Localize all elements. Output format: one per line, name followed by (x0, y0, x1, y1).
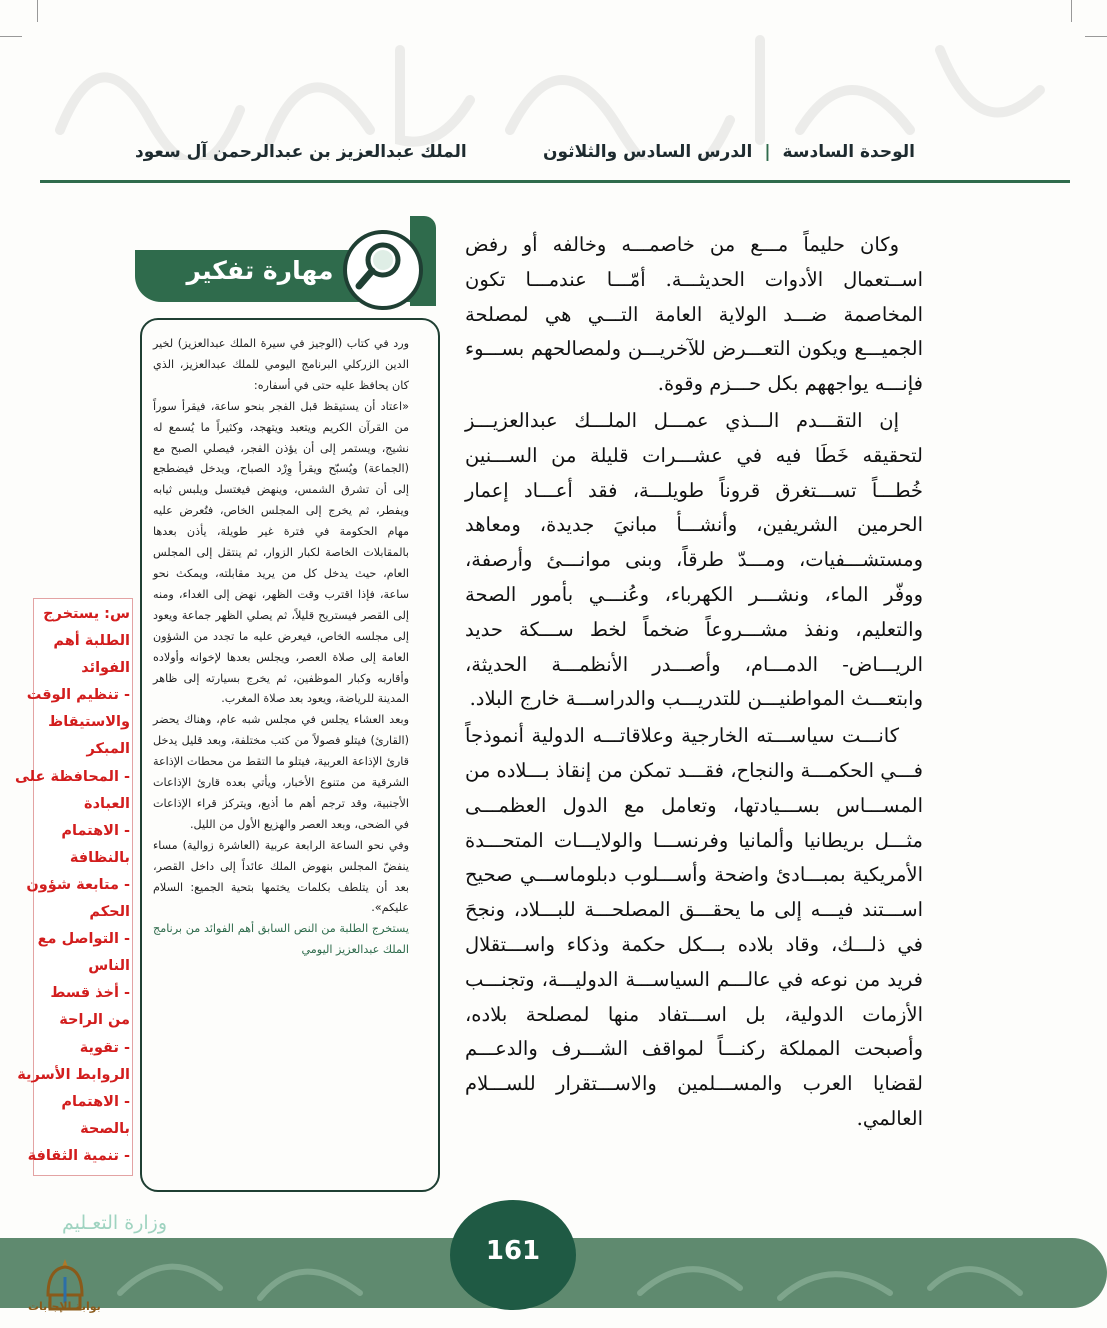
skill-paragraph-1: ورد في كتاب (الوجيز في سيرة الملك عبدالعزيز) لخير الدين الزركلي البرنامج اليومي للملك عبدالعزيز، الذي كان يحافظ عليه حتى في أسفاره: (153, 337, 409, 392)
skill-title: مهارة تفكير (186, 256, 334, 285)
answer-line: والاستيقاظ (48, 714, 130, 731)
answer-line: بالنظافة (69, 849, 130, 866)
main-paragraph-2: إن التقـــدم الـــذي عمـــل الملـــك عبدالعزيـــز لتحقيقه خَطَا فيه في عشـــرات قليلة من الســـنين خُطـــاً تســـتغرق قروناً طويلـــة، فقد أعـــاد إعمار الحرمين الشريفين، وأنشـــأ مبانيَ جديدة، ومعاهد ومستشـــفيات، ومـــدّ طرقاً، وبنى موانـــئ وأرصفة، ووفّر الماء، ونشـــر الكهرباء، وعُنـــي بأمور الصحة والتعليم، ونفذ مشـــروعاً ضخماً لخط ســـكة حديد الريـــاض- الدمـــام، وأصـــدر الأنظمـــة الحديثة، وابتعـــث المواطنيـــن للتدريـــب والدراســـة خارج البلاد. (465, 408, 923, 711)
answer-line: س: يستخرج (43, 606, 130, 622)
magnifier-icon (343, 230, 423, 310)
unit-title: الوحدة السادسة (782, 142, 915, 162)
answer-line: العبادة (84, 795, 130, 812)
answer-line: - الاهتمام (61, 822, 130, 839)
crop-mark (1071, 0, 1072, 22)
ministry-watermark: وزارة التعـليم (62, 1212, 168, 1234)
answer-line: - متابعة شؤون (26, 876, 130, 893)
header-topic: الملك عبدالعزيز بن عبدالرحمن آل سعود (135, 142, 467, 162)
answer-line: - أخذ قسط (50, 985, 130, 1002)
page-number: 161 (485, 1236, 541, 1266)
header-separator: | (764, 142, 771, 162)
skill-paragraph-3: وبعد العشاء يجلس في مجلس شبه عام، وهناك يحضر (القارئ) فيتلو فصولاً من كتب مختلفة، وبعد قليل يدخل قارئ الإذاعة العربية، فيتلو ما التقط من محطات الإذاعة الشرقية من متنوع الأخبار، ويأتي بعده قارئ الإذاعات الأجنبية، وقد ترجم أهم ما أذيع، ويتركز قراء الإذاعات في الضحى، وبعد العصر والهزيع الأول من الليل. (153, 713, 409, 831)
mosque-lamp-icon (30, 1255, 100, 1325)
main-paragraph-3: كانـــت سياســـته الخارجية وعلاقاتـــه الدولية أنموذجاً فـــي الحكمـــة والنجاح، فقـــد تمكن من إنقاذ بـــلاده من المســـاس بســـيادتها، وتعامل مع الدول العظمـــى مثـــل بريطانيا وألمانيا وفرنســـا والولايـــات المتحـــدة الأمريكية بمبـــادئ واضحة وأســـلوب دبلوماســـي صحيح اســـتند فيـــه إلى ما يحقـــق المصلحـــة للبـــلاد، ونجحَ في ذلـــك، وقاد بلاده بـــكل حكمة وذكاء واســـتقلال فريد من نوعه في عالـــم السياســـة الدوليـــة، وتجنـــب الأزمات الدولية، بل اســـتفاد منها لمصلحة بلاده، وأصبحت المملكة ركنـــاً لمواقف الشـــرف والدعـــم لقضايا العرب والمســـلمين والاســـتقرار للســـلام العالمي. (465, 724, 923, 1130)
lesson-title: الدرس السادس والثلاثون (543, 142, 753, 162)
answer-line: الفوائد (81, 660, 130, 677)
calligraphy-background (40, 10, 1070, 160)
answer-line: الناس (88, 958, 130, 975)
answer-line: - التواصل مع (37, 931, 130, 948)
answer-line: من الراحة (59, 1012, 130, 1029)
answer-line: - تنمية الثقافة (27, 1147, 130, 1164)
answer-line: - الاهتمام (61, 1093, 130, 1110)
answer-line: المبكر (86, 741, 130, 758)
crop-mark (1085, 36, 1107, 37)
page-header (40, 140, 1070, 183)
logo-text: بوابة الإجابات (28, 1300, 101, 1313)
answer-line: - تقوية (79, 1039, 130, 1056)
answer-line: الحكم (89, 904, 130, 921)
skill-paragraph-2: «اعتاد أن يستيقظ قبل الفجر بنحو ساعة، فيقرأ سوراً من القرآن الكريم ويتعبد ويتهجد، وكثيراً ما يُسمع له نشيج، ويستمر إلى أن يؤذن الفجر، فيصلي الصبح مع (الجماعة) ويُسبّح ويقرأ وِرْد الصباح، ويدخل فيضطجع إلى أن تشرق الشمس، وينهض فيغتسل ويلبس ثيابه ويفطر، ثم يخرج إلى المجلس الخاص، فتُعرض عليه مهام الحكومة في فترة غير طويلة، يأذن بعدها بالمقابلات الخاصة لكبار الزوار، ثم ينتقل إلى المجلس العام، حيث يدخل كل من يريد مقابلته، ويمكث نحو ساعة، فإذا اقترب وقت الظهر، نهض إلى الغداء، ومنه إلى القصر فيستريح قليلاً، ثم يصلي الظهر جماعة ويعود إلى مجلسه الخاص، فيعرض عليه ما تجدد من الشؤون العامة إلى صلاة العصر، ويجلس بعدها لإخوانه وأولاده وأقاربه وكبار الموظفين، ثم يخرج بسيارته إلى ظاهر المدينة للرياضة، ويعود بعد صلاة المغرب. (153, 399, 409, 706)
answer-box (14, 598, 133, 1176)
crop-mark (0, 36, 22, 37)
crop-mark (37, 0, 38, 22)
answer-line: - تنظيم الوقت (26, 687, 130, 704)
answer-line: الروابط الأسرية (17, 1066, 130, 1083)
skill-paragraph-4: وفي نحو الساعة الرابعة عربية (العاشرة زوالية) مساء ينفضّ المجلس بنهوض الملك عائداً إلى داخل القصر، بعد أن يتلطف بكلمات يختمها بتحية الجميع: السلام عليكم». (153, 838, 409, 915)
main-text-column (465, 228, 923, 1139)
skill-task: يستخرج الطلبة من النص السابق أهم الفوائد من برنامج الملك عبدالعزيز اليومي (153, 922, 409, 957)
answer-line: - المحافظة على (14, 768, 130, 785)
skill-text (153, 334, 409, 961)
answer-line: بالصحة (80, 1120, 130, 1137)
answer-line: الطلبة أهم (53, 633, 130, 650)
main-paragraph-1: وكان حليماً مـــع من خاصمـــه وخالفه أو رفض اســتعمال الأدوات الحديثـــة. أمّـــا عندمـــا تكون المخاصمة ضـــد الولاية العامة التـــي هي لمصلحة الجميـــع ويكون التعـــرض للآخريـــن ولمصالحهم بســـوء فإنـــه يواجههم بكل حـــزم وقوة. (465, 233, 923, 396)
header-unit-lesson (543, 142, 915, 162)
